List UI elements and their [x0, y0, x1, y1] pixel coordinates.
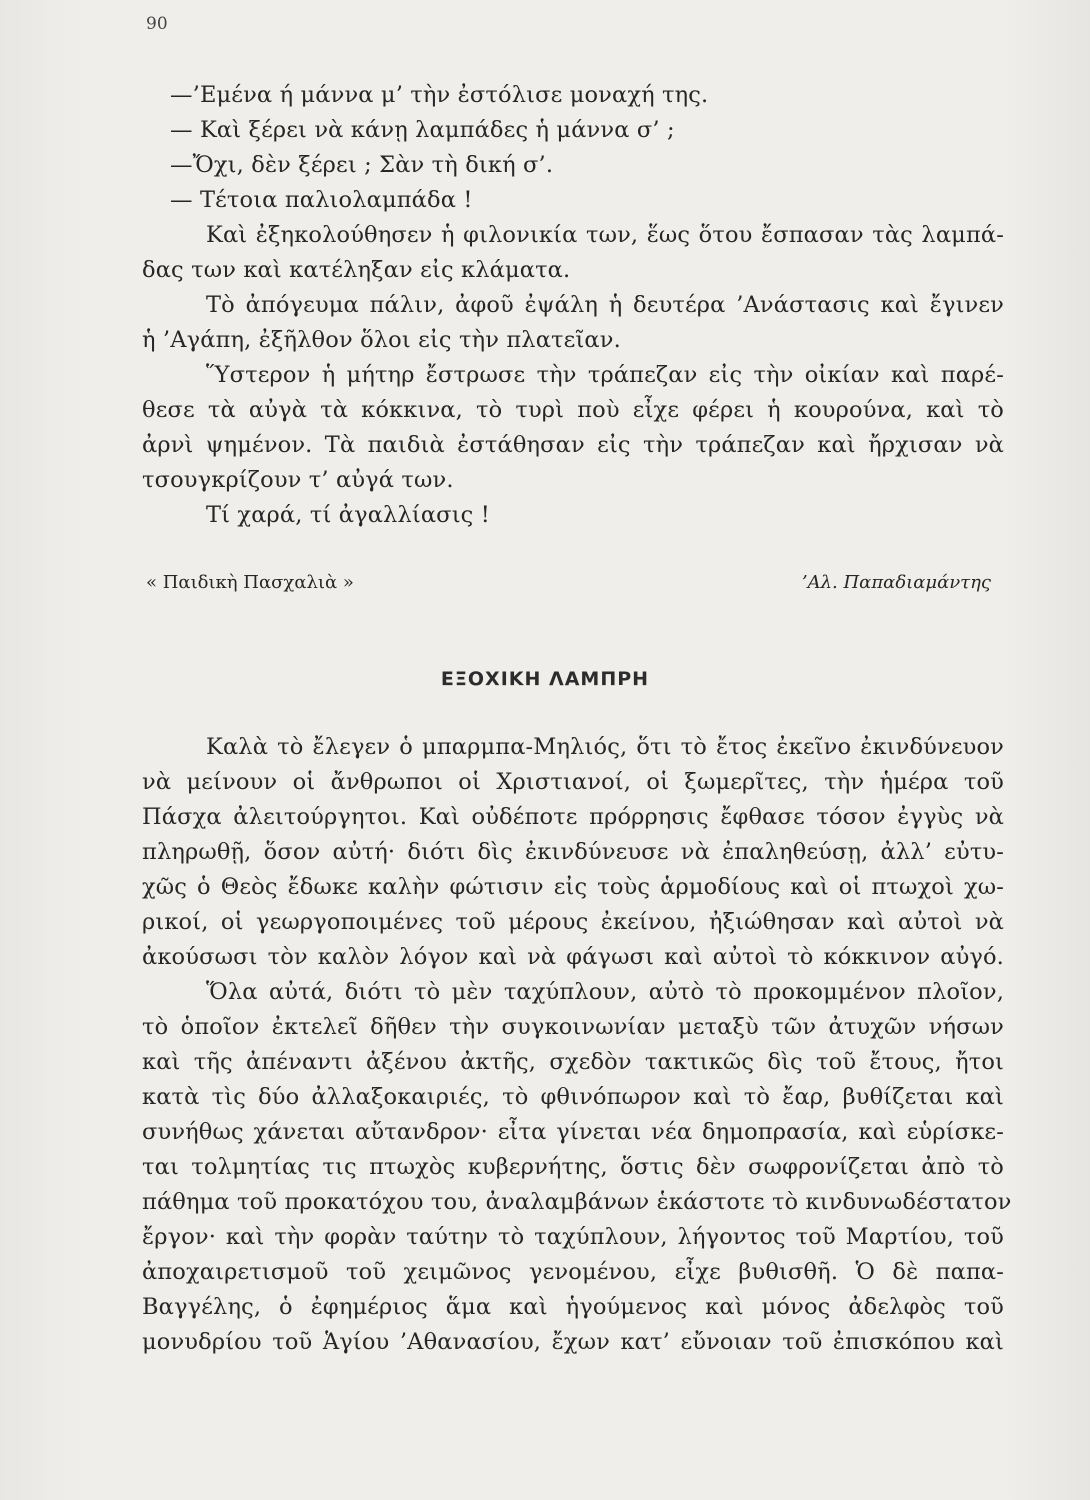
- text-line: τὸ ὁποῖον ἐκτελεῖ δῆθεν τὴν συγκοινωνίαν μεταξὺ τῶν ἀτυχῶν νήσων: [142, 1014, 1004, 1040]
- text-line: ρικοί, οἱ γεωργοποιμένες τοῦ μέρους ἐκείνου, ἠξιώθησαν καὶ αὐτοὶ νὰ: [142, 909, 1004, 935]
- text-line: Ὅλα αὐτά, διότι τὸ μὲν ταχύπλουν, αὐτὸ τὸ προκομμένον πλοῖον,: [206, 979, 1004, 1005]
- text-line: ἡ ’Αγάπη, ἐξῆλθον ὅλοι εἰς τὴν πλατεῖαν.: [142, 327, 621, 353]
- text-line: θεσε τὰ αὐγὰ τὰ κόκκινα, τὸ τυρὶ ποὺ εἶχε φέρει ἡ κουρούνα, καὶ τὸ: [142, 397, 1004, 423]
- text-line: Ὕστερον ἡ μήτηρ ἔστρωσε τὴν τράπεζαν εἰς τὴν οἰκίαν καὶ παρέ-: [206, 362, 1004, 388]
- text-line: κατὰ τὶς δύο ἀλλαξοκαιριές, τὸ φθινόπωρον καὶ τὸ ἔαρ, βυθίζεται καὶ: [142, 1084, 1004, 1110]
- source-author: ’Αλ. Παπαδιαμάντης: [801, 572, 991, 593]
- text-line: Τί χαρά, τί ἀγαλλίασις !: [206, 502, 490, 528]
- text-line: ἀποχαιρετισμοῦ τοῦ χειμῶνος γενομένου, εἶχε βυθισθῆ. Ὁ δὲ παπα-: [142, 1259, 1004, 1285]
- text-line: —Ὄχι, δὲν ξέρει ; Σὰν τὴ δική σ’.: [170, 152, 554, 178]
- source-title: « Παιδικὴ Πασχαλιὰ »: [146, 572, 354, 593]
- section-title: ΕΞΟΧΙΚΗ ΛΑΜΠΡΗ: [440, 668, 650, 690]
- text-line: χῶς ὁ Θεὸς ἔδωκε καλὴν φώτισιν εἰς τοὺς ἁρμοδίους καὶ οἱ πτωχοὶ χω-: [142, 874, 1004, 900]
- text-line: νὰ μείνουν οἱ ἄνθρωποι οἱ Χριστιανοί, οἱ ξωμερῖτες, τὴν ἡμέρα τοῦ: [142, 769, 1004, 795]
- text-line: Καλὰ τὸ ἔλεγεν ὁ μπαρμπα-Μηλιός, ὅτι τὸ ἔτος ἐκεῖνο ἐκινδύνευον: [206, 734, 1004, 760]
- text-line: — Τέτοια παλιολαμπάδα !: [170, 187, 473, 213]
- text-line: ἔργον· καὶ τὴν φορὰν ταύτην τὸ ταχύπλουν, λήγοντος τοῦ Μαρτίου, τοῦ: [142, 1224, 1004, 1250]
- text-line: τσουγκρίζουν τ’ αὐγά των.: [142, 467, 454, 493]
- text-line: ται τολμητίας τις πτωχὸς κυβερνήτης, ὅστις δὲν σωφρονίζεται ἀπὸ τὸ: [142, 1154, 1004, 1180]
- text-line: —’Εμένα ή μάννα μ’ τὴν ἐστόλισε μοναχή της.: [170, 82, 709, 108]
- text-line: δας των καὶ κατέληξαν εἰς κλάματα.: [142, 257, 571, 283]
- source-citation: [146, 572, 991, 602]
- text-line: Καὶ ἐξηκολούθησεν ἡ φιλονικία των, ἕως ὅτου ἔσπασαν τὰς λαμπά-: [206, 222, 1004, 248]
- text-line: πληρωθῇ, ὅσον αὐτή· διότι δὶς ἐκινδύνευσε νὰ ἐπαληθεύσῃ, ἀλλ’ εὐτυ-: [142, 839, 1004, 865]
- text-line: συνήθως χάνεται αὔτανδρον· εἶτα γίνεται νέα δημοπρασία, καὶ εὑρίσκε-: [142, 1119, 1004, 1145]
- text-line: — Καὶ ξέρει νὰ κάνῃ λαμπάδες ἡ μάννα σ’ ;: [170, 117, 675, 143]
- text-line: καὶ τῆς ἀπέναντι ἀξένου ἀκτῆς, σχεδὸν τακτικῶς δὶς τοῦ ἔτους, ἤτοι: [142, 1049, 1004, 1075]
- text-line: Πάσχα ἀλειτούργητοι. Καὶ οὐδέποτε πρόρρησις ἔφθασε τόσον ἐγγὺς νὰ: [142, 804, 1004, 830]
- text-line: Τὸ ἀπόγευμα πάλιν, ἀφοῦ ἐψάλη ἡ δευτέρα ’Ανάστασις καὶ ἔγινεν: [206, 292, 1004, 318]
- text-line: ἀκούσωσι τὸν καλὸν λόγον καὶ νὰ φάγωσι καὶ αὐτοὶ τὸ κόκκινον αὐγό.: [142, 944, 1004, 970]
- text-line: ἀρνὶ ψημένον. Τὰ παιδιὰ ἐστάθησαν εἰς τὴν τράπεζαν καὶ ἤρχισαν νὰ: [142, 432, 1004, 458]
- text-line: πάθημα τοῦ προκατόχου του, ἀναλαμβάνων ἑκάστοτε τὸ κινδυνωδέστατον: [142, 1189, 1012, 1215]
- text-line: μονυδρίου τοῦ Ἁγίου ’Αθανασίου, ἔχων κατ’ εὔνοιαν τοῦ ἐπισκόπου καὶ: [142, 1329, 1004, 1355]
- page-number: 90: [146, 14, 168, 34]
- text-line: Βαγγέλης, ὁ ἐφημέριος ἅμα καὶ ἡγούμενος καὶ μόνος ἀδελφὸς τοῦ: [142, 1294, 1004, 1320]
